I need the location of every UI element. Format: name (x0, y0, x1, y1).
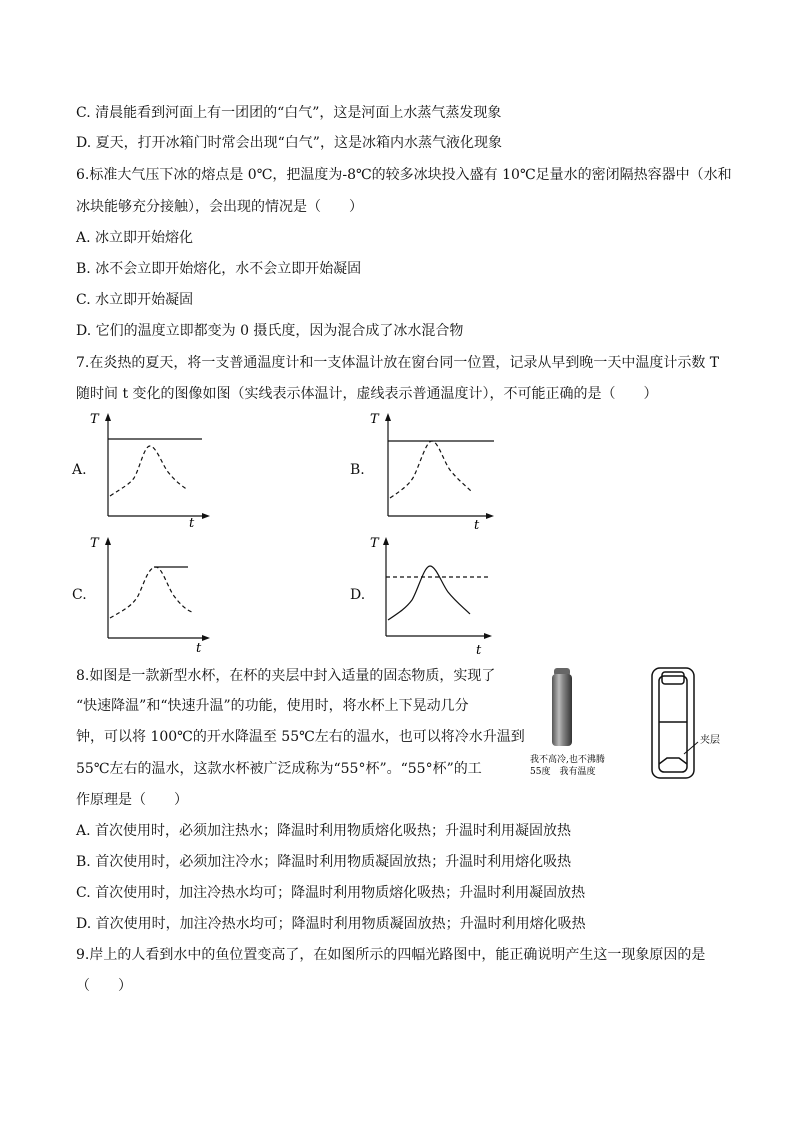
q8-stem-line4: 55℃左右的温水，这款水杯被广泛成称为“55°杯”。“55°杯”的工 (76, 761, 482, 777)
q6-option-b: B. 冰不会立即开始熔化，水不会立即开始凝固 (76, 261, 362, 277)
q8-stem-line5: 作原理是（ ） (76, 792, 188, 808)
graph-c-y-label: T (90, 536, 99, 551)
graph-d-x-label: t (476, 643, 482, 657)
graph-a-y-label: T (90, 412, 99, 427)
graph-c-ordinary-curve (110, 567, 192, 618)
q5-option-d: D. 夏天，打开冰箱门时常会出现“白气”，这是冰箱内水蒸气液化现象 (76, 135, 502, 151)
graph-a-label: A. (72, 462, 87, 478)
graph-b (366, 408, 501, 533)
graph-b-label: B. (350, 462, 365, 478)
q8-option-a: A. 首次使用时，必须加注热水；降温时利用物质熔化吸热；升温时利用凝固放热 (76, 823, 572, 839)
graph-a-x-label: t (189, 516, 195, 531)
q8-option-d: D. 首次使用时，加注冷热水均可；降温时利用物质凝固放热；升温时利用熔化吸热 (76, 916, 586, 932)
q8-option-b: B. 首次使用时，必须加注冷水；降温时利用物质凝固放热；升温时利用熔化吸热 (76, 854, 572, 870)
cup-photo (552, 668, 572, 746)
layer-pointer (684, 742, 698, 754)
graph-b-ordinary-curve (390, 441, 472, 498)
q6-option-d: D. 它们的温度立即都变为 0 摄氏度，因为混合成了冰水混合物 (76, 323, 464, 339)
q9-stem-line2: （ ） (76, 978, 132, 994)
q9-stem-line1: 9.岸上的人看到水中的鱼位置变高了，在如图所示的四幅光路图中，能正确说明产生这一现象原因的是 (76, 947, 706, 963)
q8-stem-line1: 8.如图是一款新型水杯，在杯的夹层中封入适量的固态物质，实现了 (76, 668, 496, 684)
graph-c-x-label: t (196, 641, 202, 656)
graph-a (86, 408, 216, 533)
cup-caption-line1: 我不高冷,也不沸腾 (530, 755, 605, 765)
q6-option-c: C. 水立即开始凝固 (76, 292, 194, 308)
graph-b-x-label: t (474, 518, 480, 533)
q8-stem-line3: 钟，可以将 100℃的开水降温至 55℃左右的温水，也可以将冷水升温到 (76, 729, 525, 745)
cup-caption-line2: 55度 我有温度 (530, 767, 596, 777)
q6-option-a: A. 冰立即开始熔化 (76, 230, 194, 246)
graph-d-label: D. (350, 587, 366, 603)
q6-stem-line2: 冰块能够充分接触），会出现的情况是（ ） (76, 199, 363, 215)
q8-stem-line2: “快速降温”和“快速升温”的功能，使用时，将水杯上下晃动几分 (76, 698, 469, 714)
graph-d-y-label: T (370, 536, 379, 551)
layer-label: 夹层 (700, 735, 720, 746)
cup-cross-section (652, 668, 694, 778)
q7-stem-line2: 随时间 t 变化的图像如图（实线表示体温计，虚线表示普通温度计），不可能正确的是（ ） (76, 386, 658, 402)
graph-a-ordinary-curve (110, 446, 188, 496)
cup-figure (522, 662, 732, 782)
q5-option-c: C. 清晨能看到河面上有一团团的“白气”，这是河面上水蒸气蒸发现象 (76, 105, 502, 121)
q6-stem-line1: 6.标准大气压下冰的熔点是 0℃，把温度为-8℃的较多冰块投入盛有 10℃足量水的密闭隔热容器中（水和 (76, 167, 732, 183)
graph-b-y-label: T (370, 412, 379, 427)
graph-d-clinical-curve (388, 566, 470, 620)
q7-stem-line1: 7.在炎热的夏天，将一支普通温度计和一支体温计放在窗台同一位置，记录从早到晚一天中温度计示数 T (76, 355, 720, 371)
graph-c (86, 532, 216, 657)
graph-d (366, 532, 501, 657)
graph-c-label: C. (72, 587, 87, 603)
q8-option-c: C. 首次使用时，加注冷热水均可；降温时利用物质熔化吸热；升温时利用凝固放热 (76, 885, 586, 901)
